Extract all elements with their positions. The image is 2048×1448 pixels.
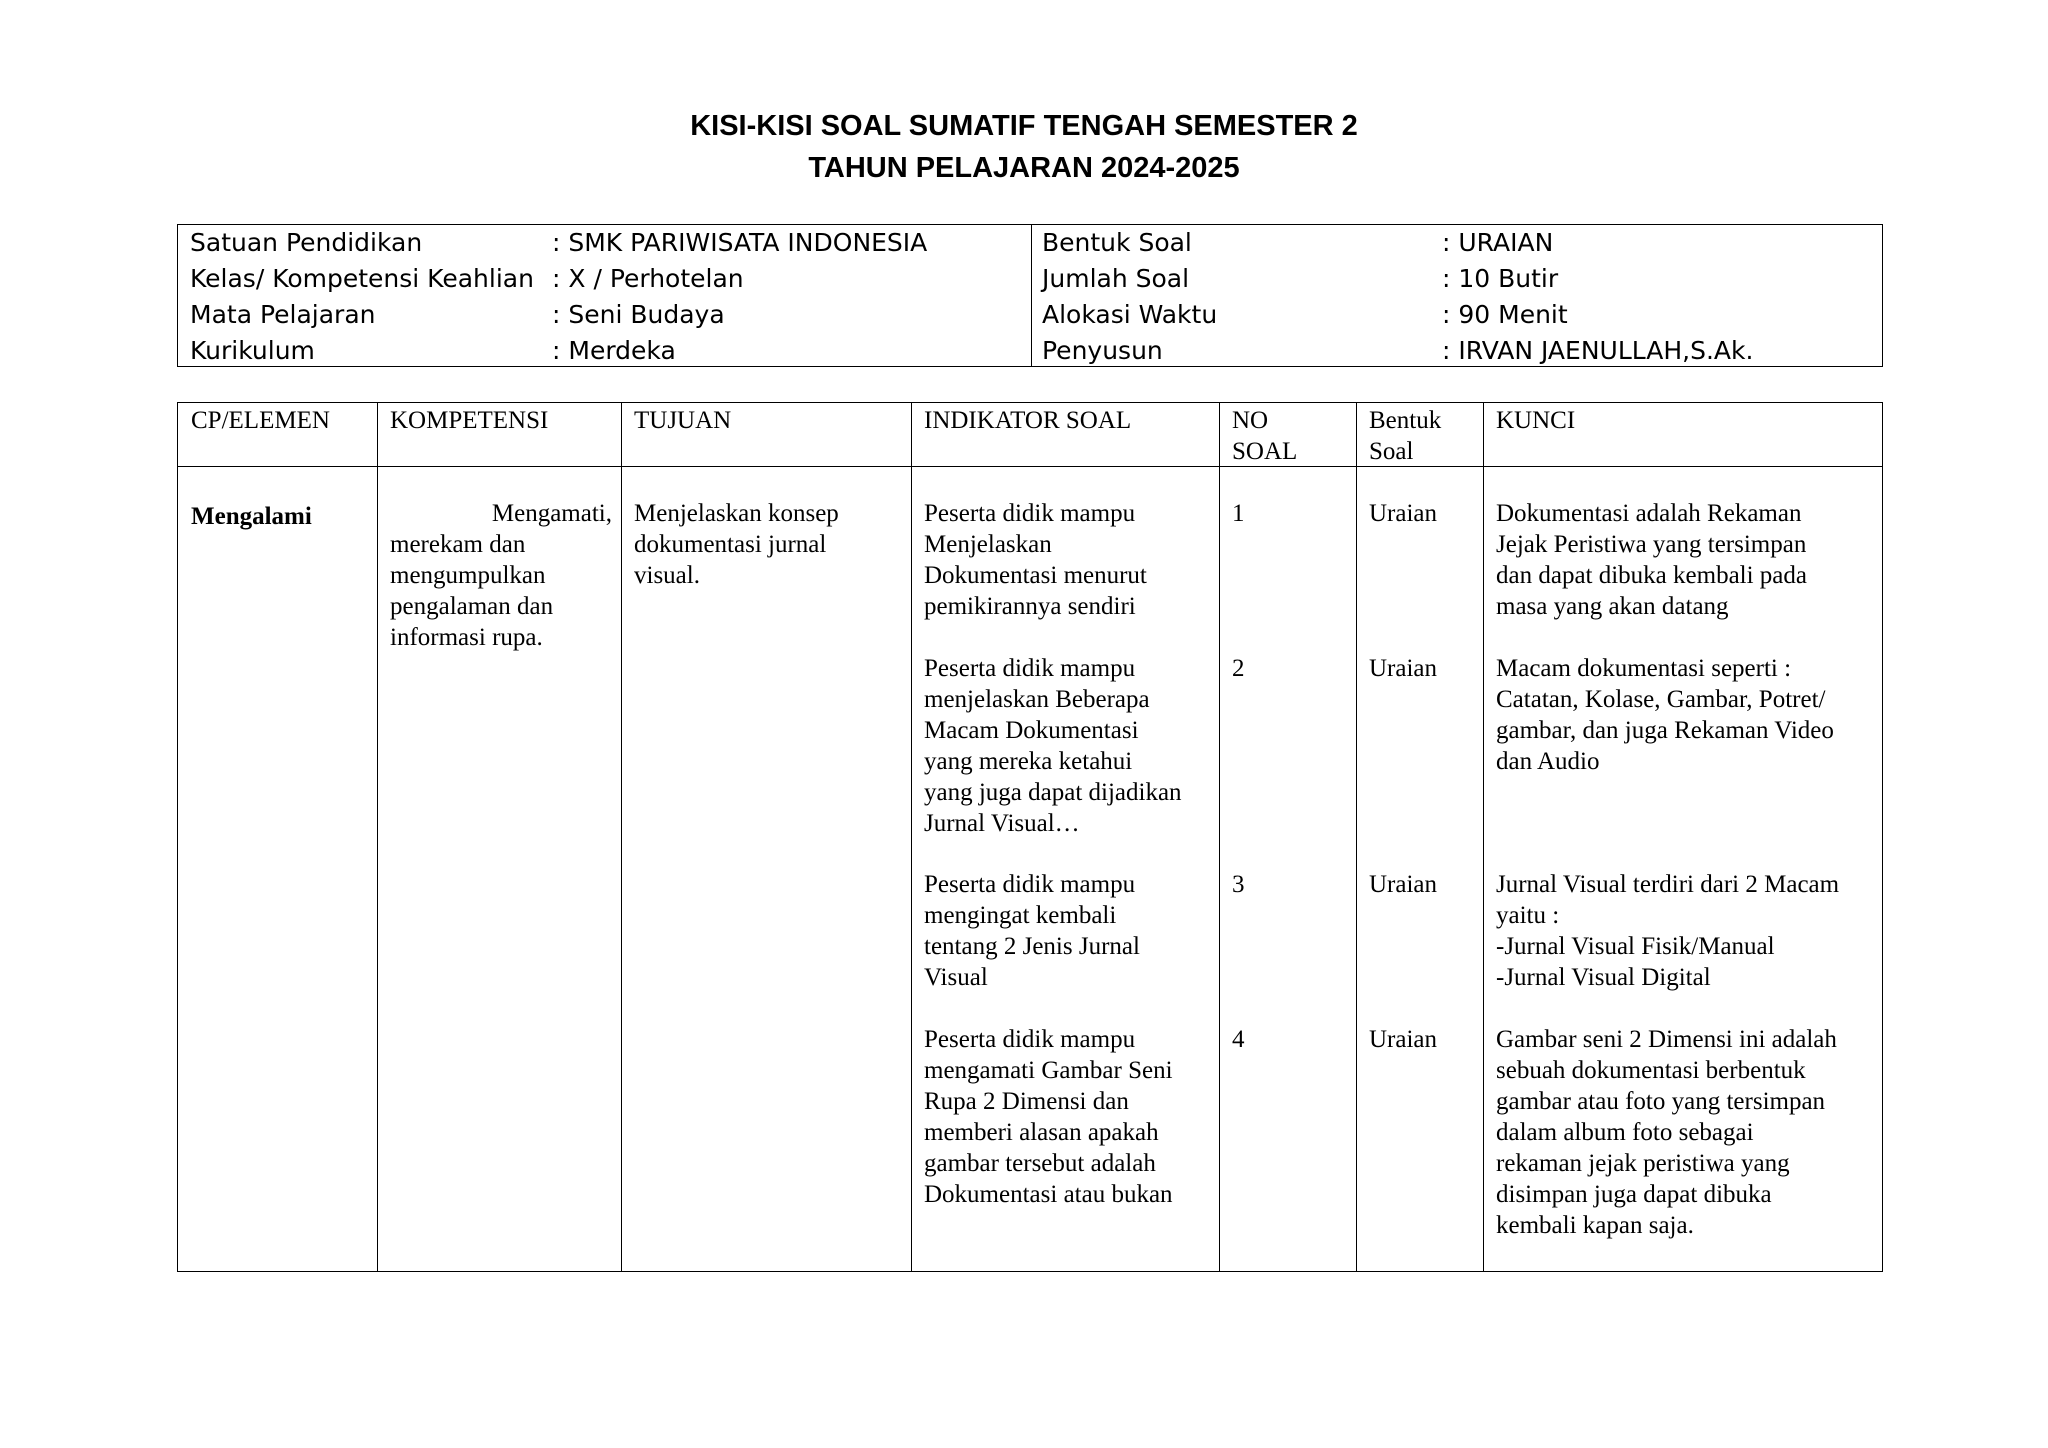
kunci-cell (1496, 1024, 1837, 1241)
kisi-kisi-table (177, 402, 1883, 1272)
indikator-line: Peserta didik mampu (924, 655, 1136, 682)
indikator-line: memberi alasan apakah (924, 1119, 1159, 1146)
kunci-line: Catatan, Kolase, Gambar, Potret/ (1496, 686, 1826, 713)
indikator-line: pemikirannya sendiri (924, 593, 1136, 620)
info-box (177, 224, 1883, 367)
kunci-line: Macam dokumentasi seperti : (1496, 655, 1792, 682)
info-row-right (178, 333, 1882, 369)
kunci-line: gambar atau foto yang tersimpan (1496, 1088, 1826, 1115)
header-kompetensi: KOMPETENSI (390, 407, 549, 434)
no-soal-cell: 4 (1232, 1026, 1245, 1053)
kunci-line: -Jurnal Visual Digital (1496, 964, 1711, 991)
header-indikator-soal: INDIKATOR SOAL (924, 407, 1132, 434)
info-label: Alokasi Waktu (1042, 300, 1218, 329)
document-subtitle: TAHUN PELAJARAN 2024-2025 (808, 152, 1240, 184)
kompetensi-cell (390, 498, 612, 653)
kunci-line: dan Audio (1496, 748, 1600, 775)
kunci-line: disimpan juga dapat dibuka (1496, 1181, 1772, 1208)
header-no-soal-line: SOAL (1232, 438, 1298, 465)
column-divider (377, 403, 378, 1271)
kunci-line: rekaman jejak peristiwa yang (1496, 1150, 1790, 1177)
info-value: : IRVAN JAENULLAH,S.Ak. (1442, 336, 1754, 365)
info-value: : Merdeka (552, 336, 676, 365)
column-divider (1483, 403, 1484, 1271)
kompetensi-line: merekam dan (390, 531, 526, 558)
indikator-line: Dokumentasi menurut (924, 562, 1147, 589)
column-divider (621, 403, 622, 1271)
indikator-cell (924, 869, 1140, 993)
kunci-line: masa yang akan datang (1496, 593, 1729, 620)
tujuan-cell (634, 498, 839, 591)
indikator-line: mengingat kembali (924, 902, 1117, 929)
indikator-line: Macam Dokumentasi (924, 717, 1139, 744)
kompetensi-line: informasi rupa. (390, 624, 543, 651)
tujuan-line: visual. (634, 562, 700, 589)
no-soal-cell: 1 (1232, 500, 1245, 527)
info-value: : URAIAN (1442, 228, 1554, 257)
bentuk-soal-cell: Uraian (1369, 1026, 1438, 1053)
indikator-line: Menjelaskan (924, 531, 1052, 558)
header-kunci: KUNCI (1496, 407, 1576, 434)
header-no-soal (1232, 405, 1297, 467)
info-value: : Seni Budaya (552, 300, 725, 329)
kunci-line: dalam album foto sebagai (1496, 1119, 1754, 1146)
indikator-line: Peserta didik mampu (924, 1026, 1136, 1053)
kunci-line: Jejak Peristiwa yang tersimpan (1496, 531, 1807, 558)
indikator-line: Jurnal Visual… (924, 810, 1080, 837)
info-label: Kelas/ Kompetensi Keahlian (190, 264, 534, 293)
info-label: Mata Pelajaran (190, 300, 376, 329)
header-tujuan: TUJUAN (634, 407, 732, 434)
indikator-line: Dokumentasi atau bukan (924, 1181, 1173, 1208)
kunci-cell (1496, 498, 1807, 622)
info-value: : SMK PARIWISATA INDONESIA (552, 228, 928, 257)
info-row-right (178, 261, 1882, 297)
bentuk-soal-cell: Uraian (1369, 500, 1438, 527)
info-value: : X / Perhotelan (552, 264, 744, 293)
info-row-right (178, 225, 1882, 261)
kunci-cell (1496, 869, 1839, 993)
no-soal-cell: 2 (1232, 655, 1245, 682)
kunci-line: yaitu : (1496, 902, 1560, 929)
kompetensi-line: pengalaman dan (390, 593, 554, 620)
header-bentuk-soal-line: Bentuk (1369, 407, 1442, 434)
info-label: Penyusun (1042, 336, 1163, 365)
indikator-line: gambar tersebut adalah (924, 1150, 1156, 1177)
column-divider (1356, 403, 1357, 1271)
kunci-line: -Jurnal Visual Fisik/Manual (1496, 933, 1775, 960)
column-divider (1219, 403, 1220, 1271)
indikator-cell (924, 653, 1182, 839)
header-bentuk-soal (1369, 405, 1441, 467)
info-label: Bentuk Soal (1042, 228, 1192, 257)
kompetensi-line: mengumpulkan (390, 562, 546, 589)
indikator-line: yang juga dapat dijadikan (924, 779, 1182, 806)
document-title: KISI-KISI SOAL SUMATIF TENGAH SEMESTER 2 (690, 110, 1358, 142)
indikator-line: Rupa 2 Dimensi dan (924, 1088, 1129, 1115)
info-value: : 90 Menit (1442, 300, 1568, 329)
kunci-line: gambar, dan juga Rekaman Video (1496, 717, 1834, 744)
header-no-soal-line: NO (1232, 407, 1269, 434)
kunci-line: Dokumentasi adalah Rekaman (1496, 500, 1802, 527)
cp-elemen-value: Mengalami (191, 503, 312, 530)
tujuan-line: dokumentasi jurnal (634, 531, 827, 558)
no-soal-cell: 3 (1232, 871, 1245, 898)
info-value: : 10 Butir (1442, 264, 1559, 293)
kunci-line: kembali kapan saja. (1496, 1212, 1694, 1239)
info-row-right (178, 297, 1882, 333)
indikator-cell (924, 1024, 1173, 1210)
kunci-line: Gambar seni 2 Dimensi ini adalah (1496, 1026, 1837, 1053)
column-divider (911, 403, 912, 1271)
info-label: Jumlah Soal (1042, 264, 1190, 293)
indikator-line: yang mereka ketahui (924, 748, 1133, 775)
header-divider (178, 466, 1882, 467)
kunci-cell (1496, 653, 1834, 777)
indikator-line: Peserta didik mampu (924, 871, 1136, 898)
indikator-line: Peserta didik mampu (924, 500, 1136, 527)
indikator-line: mengamati Gambar Seni (924, 1057, 1173, 1084)
tujuan-line: Menjelaskan konsep (634, 500, 839, 527)
kompetensi-line: Mengamati, (491, 500, 612, 527)
info-label: Satuan Pendidikan (190, 228, 423, 257)
indikator-line: tentang 2 Jenis Jurnal (924, 933, 1140, 960)
indikator-cell (924, 498, 1147, 622)
info-label: Kurikulum (190, 336, 315, 365)
kunci-line: dan dapat dibuka kembali pada (1496, 562, 1807, 589)
kunci-line: sebuah dokumentasi berbentuk (1496, 1057, 1806, 1084)
bentuk-soal-cell: Uraian (1369, 871, 1438, 898)
header-cp-elemen: CP/ELEMEN (191, 407, 330, 434)
indikator-line: Visual (924, 964, 988, 991)
bentuk-soal-cell: Uraian (1369, 655, 1438, 682)
kunci-line: Jurnal Visual terdiri dari 2 Macam (1496, 871, 1840, 898)
header-bentuk-soal-line: Soal (1369, 438, 1414, 465)
indikator-line: menjelaskan Beberapa (924, 686, 1150, 713)
